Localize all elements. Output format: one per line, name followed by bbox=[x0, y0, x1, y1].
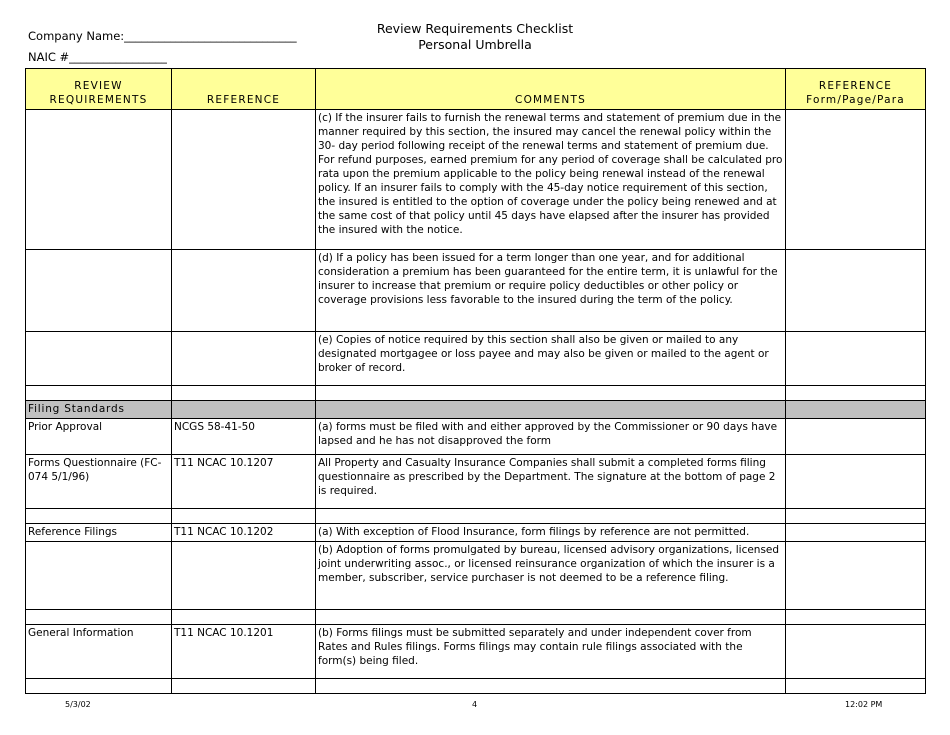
cell-reference bbox=[172, 542, 316, 610]
cell-requirement: General Information bbox=[26, 625, 172, 679]
section-title: Filing Standards bbox=[26, 401, 172, 419]
table-row bbox=[26, 542, 926, 610]
cell-requirement bbox=[26, 250, 172, 332]
spacer-row bbox=[26, 679, 926, 694]
table-row bbox=[26, 332, 926, 386]
cell-reference: T11 NCAC 10.1207 bbox=[172, 455, 316, 509]
cell-reference bbox=[172, 110, 316, 250]
spacer-row bbox=[26, 610, 926, 625]
spacer-row bbox=[26, 509, 926, 524]
table-row bbox=[26, 625, 926, 679]
cell-form-page-para bbox=[786, 332, 926, 386]
page-subtitle: Personal Umbrella bbox=[418, 37, 532, 52]
checklist-table bbox=[25, 68, 926, 694]
page-title: Review Requirements Checklist bbox=[376, 21, 574, 36]
cell-comments: (b) Adoption of forms promulgated by bureau, licensed advisory organizations, licensed joint underwriting assoc., or licensed reinsurance organization of which the insurer is a member, subscriber, service purchaser is not deemed to be a reference filing. bbox=[316, 542, 786, 610]
cell-comments: (e) Copies of notice required by this section shall also be given or mailed to any designated mortgagee or loss payee and may also be given or mailed to the agent or broker of record. bbox=[316, 332, 786, 386]
cell-comments: (a) With exception of Flood Insurance, form filings by reference are not permitted. bbox=[316, 524, 786, 542]
cell-requirement: Forms Questionnaire (FC-074 5/1/96) bbox=[26, 455, 172, 509]
cell-requirement: Prior Approval bbox=[26, 419, 172, 455]
cell-reference bbox=[172, 250, 316, 332]
header-review-line1: REVIEW bbox=[74, 80, 123, 92]
cell-form-page-para bbox=[786, 455, 926, 509]
header-comments: COMMENTS bbox=[316, 69, 786, 110]
cell-comments: All Property and Casualty Insurance Companies shall submit a completed forms filing questionnaire as prescribed by the Department. The signature at the bottom of page 2 is required. bbox=[316, 455, 786, 509]
header-reference: REFERENCE bbox=[172, 69, 316, 110]
cell-requirement bbox=[26, 110, 172, 250]
cell-form-page-para bbox=[786, 625, 926, 679]
cell-requirement: Reference Filings bbox=[26, 524, 172, 542]
table-header-row bbox=[26, 69, 926, 110]
cell-requirement bbox=[26, 332, 172, 386]
cell-reference: NCGS 58-41-50 bbox=[172, 419, 316, 455]
table-row bbox=[26, 110, 926, 250]
footer-page-number: 4 bbox=[472, 700, 478, 709]
cell-form-page-para bbox=[786, 524, 926, 542]
cell-comments: (b) Forms filings must be submitted separately and under independent cover from Rates and Rules filings. Forms filings may contain rule filings associated with the form(s) being filed. bbox=[316, 625, 786, 679]
table-row bbox=[26, 419, 926, 455]
cell-reference bbox=[172, 332, 316, 386]
naic-label: NAIC #_________________ bbox=[28, 50, 167, 64]
cell-comments: (a) forms must be filed with and either approved by the Commissioner or 90 days have lapsed and he has not disapproved the form bbox=[316, 419, 786, 455]
header-review-line2: REQUIREMENTS bbox=[49, 94, 148, 106]
cell-comments: (c) If the insurer fails to furnish the renewal terms and statement of premium due in the manner required by this section, the insured may cancel the renewal policy within the 30- day period following receipt of the renewal terms and statement of premium due. For refund purposes, earned premium for any period of coverage shall be calculated pro rata upon the premium applicable to the policy being renewal instead of the renewal policy. If an insurer fails to comply with the 45-day notice requirement of this section, the insured is entitled to the option of coverage under the policy being renewed and at the same cost of that policy until 45 days have elapsed after the insurer has provided the insured with the notice. bbox=[316, 110, 786, 250]
footer-date: 5/3/02 bbox=[65, 700, 91, 709]
company-name-label: Company Name:______________________________ bbox=[28, 29, 297, 43]
cell-form-page-para bbox=[786, 419, 926, 455]
cell-reference: T11 NCAC 10.1201 bbox=[172, 625, 316, 679]
footer-time: 12:02 PM bbox=[845, 700, 883, 709]
table-row bbox=[26, 524, 926, 542]
header-ref-line1: REFERENCE bbox=[818, 80, 893, 92]
cell-requirement bbox=[26, 542, 172, 610]
cell-comments: (d) If a policy has been issued for a term longer than one year, and for additional consideration a premium has been guaranteed for the entire term, it is unlawful for the insurer to increase that premium or require policy deductibles or other policy or coverage provisions less favorable to the insured during the term of the policy. bbox=[316, 250, 786, 332]
table-row bbox=[26, 250, 926, 332]
cell-form-page-para bbox=[786, 542, 926, 610]
cell-form-page-para bbox=[786, 110, 926, 250]
header-ref-line2: Form/Page/Para bbox=[806, 94, 905, 106]
header-reference-form bbox=[786, 69, 926, 110]
cell-form-page-para bbox=[786, 250, 926, 332]
spacer-row bbox=[26, 386, 926, 401]
section-row bbox=[26, 401, 926, 419]
table-row bbox=[26, 455, 926, 509]
cell-reference: T11 NCAC 10.1202 bbox=[172, 524, 316, 542]
header-review-requirements bbox=[26, 69, 172, 110]
